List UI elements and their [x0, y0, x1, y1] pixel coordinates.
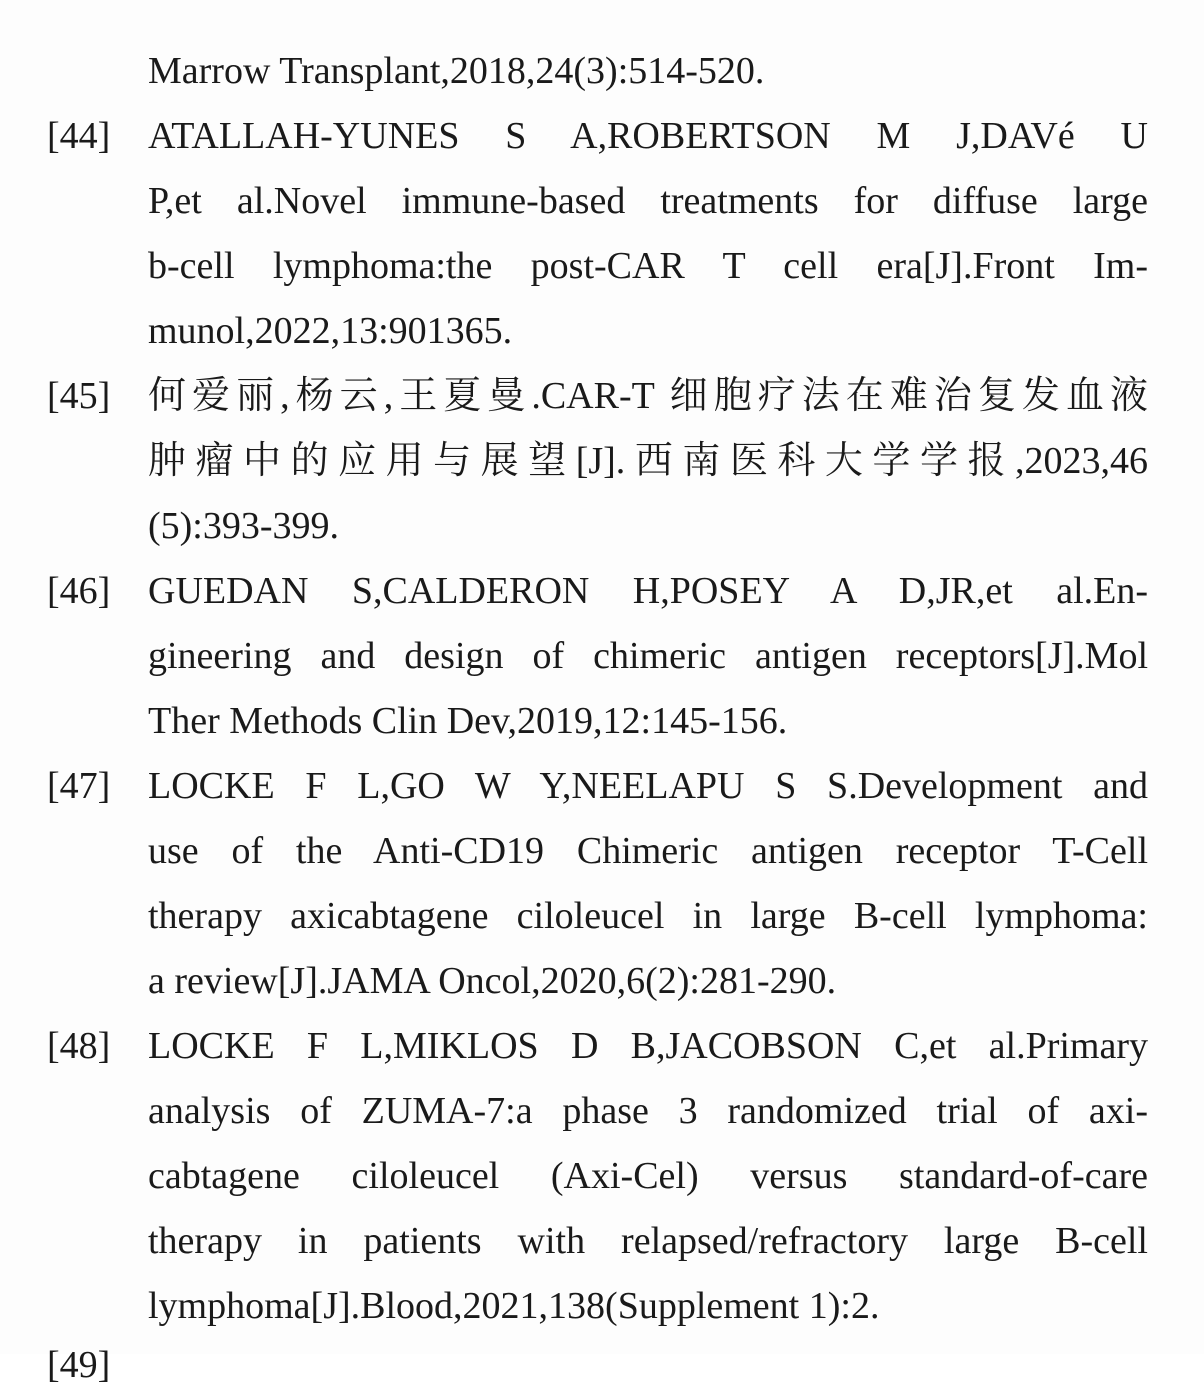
- reference-text: a review[J].JAMA Oncol,2020,6(2):281-290.: [148, 960, 837, 1002]
- reference-text: Ther Methods Clin Dev,2019,12:145-156.: [148, 700, 788, 742]
- reference-number: [45]: [47, 375, 111, 417]
- reference-text: analysis of ZUMA-7:a phase 3 randomized trial of axi-: [148, 1090, 1148, 1132]
- reference-text: therapy axicabtagene ciloleucel in large B-cell lymphoma:: [148, 895, 1148, 937]
- reference-line: [0, 429, 1204, 494]
- reference-line: [0, 819, 1204, 884]
- reference-item: [0, 1014, 1204, 1339]
- reference-text: LOCKE F L,MIKLOS D B,JACOBSON C,et al.Primary: [148, 1025, 1148, 1067]
- reference-text: cabtagene ciloleucel (Axi-Cel) versus standard-of-care: [148, 1155, 1148, 1197]
- reference-text: munol,2022,13:901365.: [148, 310, 513, 352]
- reference-text: (5):393-399.: [148, 505, 340, 547]
- reference-number: [48]: [47, 1025, 111, 1067]
- reference-item: [0, 754, 1204, 1014]
- reference-line: [0, 299, 1204, 364]
- reference-line: [0, 559, 1204, 624]
- reference-line: [0, 104, 1204, 169]
- reference-line: [0, 494, 1204, 559]
- reference-line: [0, 689, 1204, 754]
- reference-text: 何爱丽,杨云,王夏曼.CAR-T 细胞疗法在难治复发血液: [148, 375, 1148, 417]
- reference-text: lymphoma[J].Blood,2021,138(Supplement 1):2.: [148, 1285, 880, 1327]
- reference-text: therapy in patients with relapsed/refractory large B-cell: [148, 1220, 1148, 1262]
- reference-line: [0, 169, 1204, 234]
- reference-text: gineering and design of chimeric antigen receptors[J].Mol: [148, 635, 1148, 677]
- reference-line: [0, 949, 1204, 1014]
- reference-line: [0, 364, 1204, 429]
- reference-text: P,et al.Novel immune-based treatments for diffuse large: [148, 180, 1148, 222]
- reference-number: [44]: [47, 115, 111, 157]
- reference-number: [46]: [47, 570, 111, 612]
- reference-line: [0, 1274, 1204, 1339]
- reference-line: [0, 234, 1204, 299]
- reference-text: 肿瘤中的应用与展望[J].西南医科大学学报,2023,46: [148, 440, 1148, 482]
- reference-text: Marrow Transplant,2018,24(3):514-520.: [148, 50, 765, 92]
- reference-item: [0, 104, 1204, 364]
- reference-text: LOCKE F L,GO W Y,NEELAPU S S.Development and: [148, 765, 1148, 807]
- reference-line: [0, 1079, 1204, 1144]
- reference-line: [0, 39, 1204, 104]
- partial-reference-number: [49]: [47, 1344, 111, 1386]
- reference-text: ATALLAH-YUNES S A,ROBERTSON M J,DAVé U: [148, 115, 1148, 157]
- reference-item: [0, 559, 1204, 754]
- reference-text: use of the Anti-CD19 Chimeric antigen receptor T-Cell: [148, 830, 1148, 872]
- reference-text: b-cell lymphoma:the post-CAR T cell era[J].Front Im-: [148, 245, 1148, 287]
- reference-line: [0, 1014, 1204, 1079]
- reference-item: [0, 364, 1204, 559]
- reference-line: [0, 1209, 1204, 1274]
- reference-line: [0, 884, 1204, 949]
- reference-number: [47]: [47, 765, 111, 807]
- reference-item: [0, 39, 1204, 104]
- reference-text: GUEDAN S,CALDERON H,POSEY A D,JR,et al.En-: [148, 570, 1148, 612]
- reference-line: [0, 754, 1204, 819]
- reference-line: [0, 624, 1204, 689]
- reference-line: [0, 1144, 1204, 1209]
